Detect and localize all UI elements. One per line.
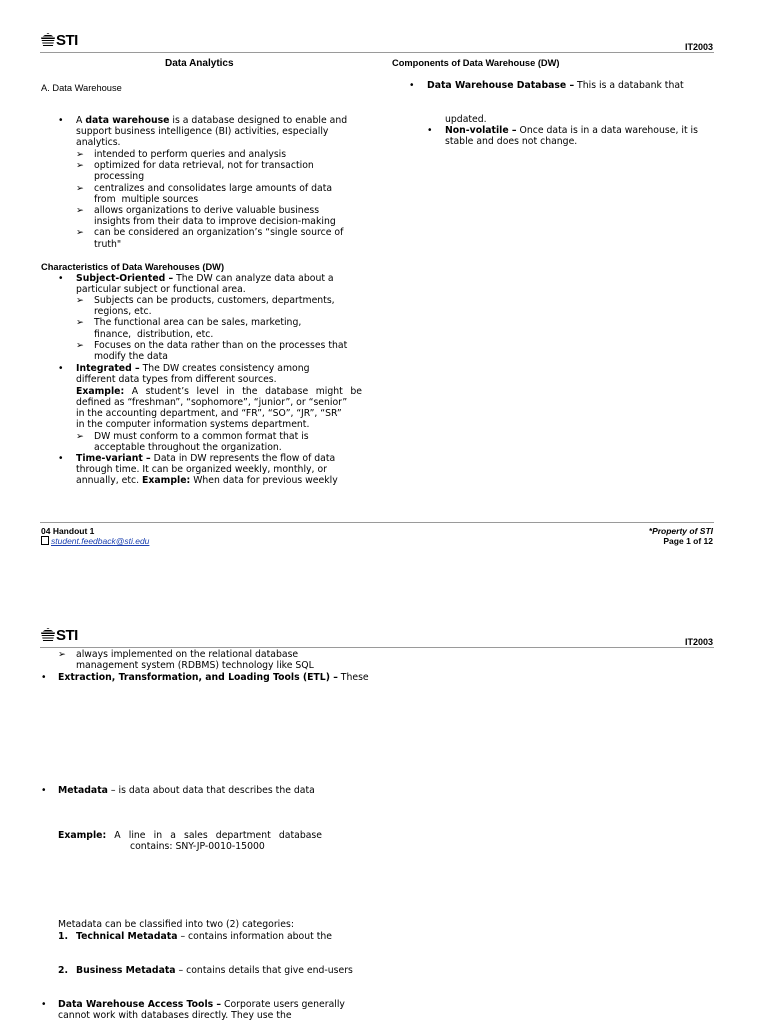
arrow-bullet-icon: ➢	[76, 182, 84, 194]
dw-definition-line: support business intelligence (BI) activities, especially	[76, 126, 329, 137]
integrated-line: different data types from different sources.	[76, 374, 277, 385]
metadata-contains: contains: SNY-JP-0010-15000	[130, 841, 265, 852]
arrow-bullet-icon: ➢	[76, 295, 84, 306]
section-a-heading: A. Data Warehouse	[41, 83, 122, 93]
footer-property: *Property of STI	[648, 526, 713, 536]
list-item-text: acceptable throughout the organization.	[94, 442, 282, 454]
bullet-icon: •	[58, 115, 64, 126]
list-number: 2.	[58, 965, 69, 976]
bullet-icon: •	[58, 273, 64, 284]
list-item-text: always implemented on the relational database	[76, 649, 299, 660]
access-tools-item: Data Warehouse Access Tools – Corporate users generally	[58, 999, 345, 1010]
course-code: IT2003	[684, 637, 713, 647]
rdbms-point	[58, 649, 358, 671]
integrated-point	[76, 431, 366, 453]
list-item	[76, 183, 366, 205]
page-title: Data Analytics	[165, 58, 234, 69]
metadata-example: Example: A line in a sales department database	[58, 830, 322, 841]
dw-points-list	[76, 149, 366, 250]
list-item-text: truth"	[94, 238, 122, 250]
list-item	[58, 649, 358, 671]
sti-globe-icon	[41, 33, 55, 46]
list-number: 1.	[58, 931, 69, 942]
footer-email	[41, 536, 149, 546]
dw-definition: A data warehouse is a database designed to enable and	[76, 115, 348, 126]
bullet-icon: •	[41, 999, 47, 1010]
list-item	[76, 205, 366, 227]
list-item-text: centralizes and consolidates large amounts of data	[94, 182, 333, 194]
subject-points-list	[76, 295, 366, 362]
non-volatile-item: Non-volatile – Once data is in a data warehouse, it is	[445, 125, 698, 136]
header-rule	[40, 647, 714, 648]
bullet-icon: •	[58, 453, 64, 464]
list-item	[76, 227, 366, 249]
metadata-classification: Metadata can be classified into two (2) categories:	[58, 919, 294, 930]
metadata-item: Metadata – is data about data that describes the data	[58, 785, 315, 796]
footer-handout: 04 Handout 1	[41, 526, 95, 536]
footer-rule	[40, 522, 714, 523]
access-tools-line: cannot work with databases directly. They use the	[58, 1010, 292, 1021]
characteristics-heading: Characteristics of Data Warehouses (DW)	[41, 262, 225, 272]
list-item-text: intended to perform queries and analysis	[94, 149, 287, 160]
list-item-text: DW must conform to a common format that is	[94, 431, 309, 442]
list-item-text: Subjects can be products, customers, departments,	[94, 295, 335, 306]
list-item	[76, 340, 366, 362]
list-item-text: allows organizations to derive valuable business	[94, 205, 320, 217]
arrow-bullet-icon: ➢	[76, 339, 84, 351]
list-item	[76, 317, 366, 339]
arrow-bullet-icon: ➢	[76, 160, 84, 172]
list-item-text: finance, distribution, etc.	[94, 328, 214, 340]
arrow-bullet-icon: ➢	[76, 431, 84, 442]
list-item	[76, 160, 366, 182]
course-code: IT2003	[684, 42, 713, 52]
integrated-example: Example: A student’s level in the database might be	[76, 386, 362, 397]
etl-item: Extraction, Transformation, and Loading Tools (ETL) – These	[58, 672, 369, 683]
bullet-icon: •	[409, 80, 415, 91]
list-item	[76, 295, 366, 317]
text-line: in the computer information systems department.	[76, 419, 310, 431]
bullet-icon: •	[41, 672, 47, 683]
time-variant-line: through time. It can be organized weekly, monthly, or	[76, 464, 327, 475]
arrow-bullet-icon: ➢	[76, 205, 84, 217]
list-item-text: modify the data	[94, 351, 168, 363]
list-item-text: The functional area can be sales, marketing,	[94, 317, 302, 329]
bullet-icon: •	[58, 363, 64, 374]
arrow-bullet-icon: ➢	[76, 317, 84, 329]
bullet-icon: •	[41, 785, 47, 796]
list-item	[76, 149, 366, 160]
arrow-bullet-icon: ➢	[58, 649, 66, 660]
list-item-text: regions, etc.	[94, 306, 152, 318]
header-rule	[40, 52, 714, 53]
list-item-text: management system (RDBMS) technology like SQL	[76, 660, 314, 672]
subject-oriented-item: Subject-Oriented – The DW can analyze data about a	[76, 273, 334, 284]
integrated-example-lines	[76, 397, 366, 431]
list-item-text: Focuses on the data rather than on the processes that	[94, 339, 348, 351]
list-item-text: from multiple sources	[94, 193, 199, 205]
bullet-icon: •	[427, 125, 433, 136]
dw-definition-line: analytics.	[76, 137, 121, 148]
sti-logo: STI	[41, 33, 78, 46]
sti-globe-icon	[41, 628, 55, 641]
footer-page-number: Page 1 of 12	[663, 536, 713, 546]
sti-logo: STI	[41, 628, 78, 641]
components-heading: Components of Data Warehouse (DW)	[392, 58, 560, 68]
subject-oriented-line: particular subject or functional area.	[76, 284, 246, 295]
business-metadata-item: Business Metadata – contains details that give end-users	[76, 965, 353, 976]
list-item-text: can be considered an organization’s “single source of	[94, 227, 344, 239]
arrow-bullet-icon: ➢	[76, 149, 84, 160]
technical-metadata-item: Technical Metadata – contains information about the	[76, 931, 332, 942]
email-link[interactable]: student.feedback@sti.edu	[51, 536, 150, 546]
integrated-item: Integrated – The DW creates consistency among	[76, 363, 310, 374]
email-icon	[41, 536, 49, 545]
updated-text: updated.	[445, 114, 487, 125]
non-volatile-line: stable and does not change.	[445, 136, 578, 147]
text-line: defined as “freshman”, “sophomore”, “junior”, or “senior”	[76, 397, 348, 408]
text-line: in the accounting department, and “FR”, “SO”, “JR”, “SR”	[76, 408, 342, 420]
dw-database-item: Data Warehouse Database – This is a databank that	[427, 80, 684, 91]
time-variant-item: Time-variant – Data in DW represents the flow of data	[76, 453, 336, 464]
list-item-text: processing	[94, 171, 145, 183]
list-item-text: optimized for data retrieval, not for transaction	[94, 160, 314, 172]
arrow-bullet-icon: ➢	[76, 227, 84, 239]
list-item	[76, 431, 366, 453]
time-variant-line: annually, etc. Example: When data for previous weekly	[76, 475, 338, 486]
list-item-text: insights from their data to improve decision-making	[94, 216, 336, 228]
